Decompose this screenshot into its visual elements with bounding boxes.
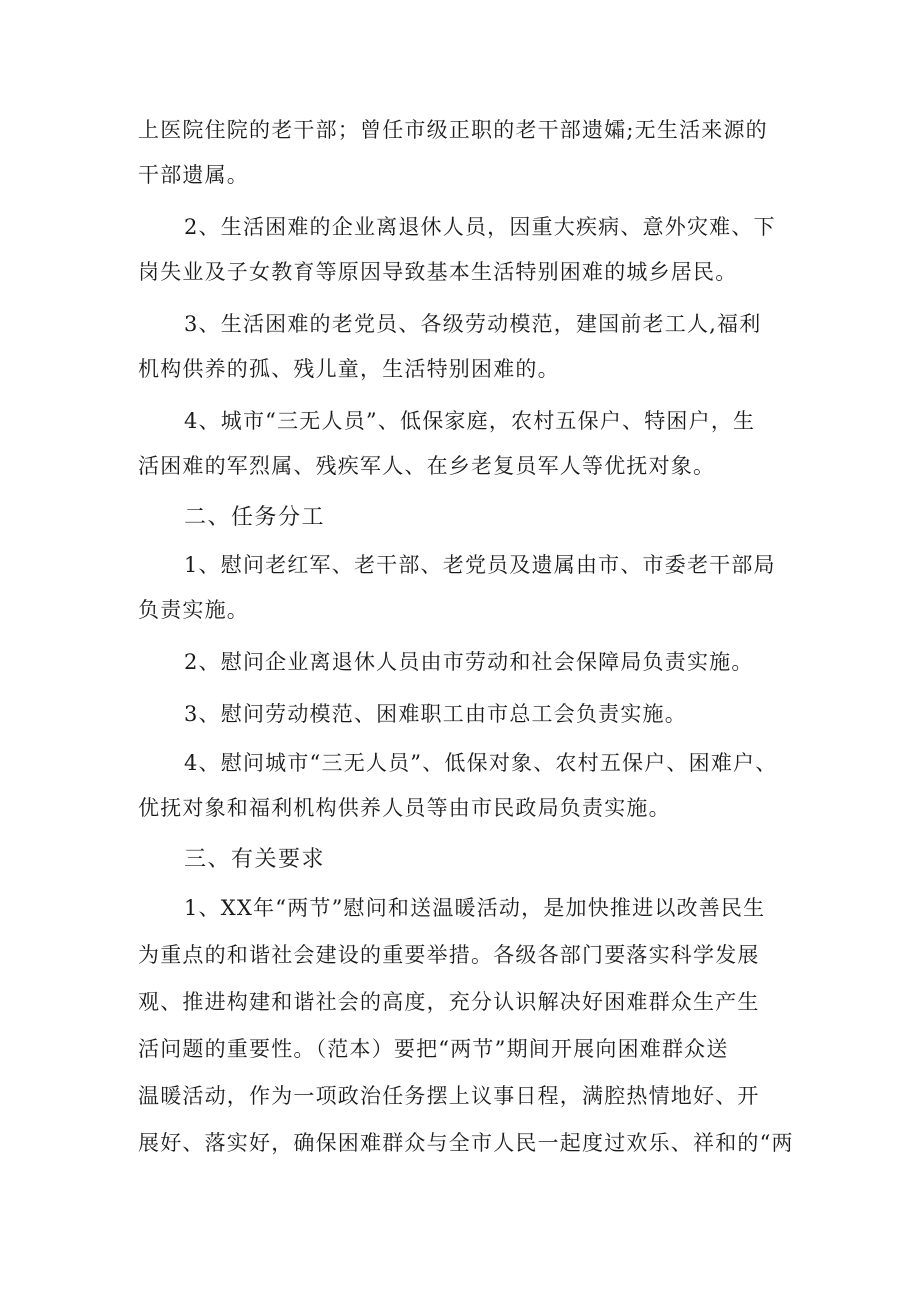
section-heading-requirements: 三、有关要求 [184, 847, 326, 872]
text-line-20: 活问题的重要性。（范本）要把“两节”期间开展向困难群众送 [138, 1037, 729, 1061]
text-line-22: 展好、落实好，确保困难群众与全市人民一起度过欢乐、祥和的“两 [138, 1131, 794, 1155]
text-line-1: 上医院住院的老干部；曾任市级正职的老干部遗孀;无生活来源的 [138, 118, 768, 142]
section-heading-task-division: 二、任务分工 [184, 505, 326, 530]
text-line-7: 4、城市“三无人员”、低保家庭，农村五保户、特困户，生 [184, 409, 756, 433]
text-line-21: 温暖活动，作为一项政治任务摆上议事日程，满腔热情地好、开 [138, 1084, 760, 1108]
text-line-3: 2、生活困难的企业离退休人员，因重大疾病、意外灾难、下 [184, 215, 776, 239]
text-line-19: 观、推进构建和谐社会的高度，充分认识解决好困难群众生产生 [138, 990, 760, 1014]
text-line-10: 1、慰问老红军、老干部、老党员及遗属由市、市委老干部局 [184, 553, 776, 577]
text-line-15: 优抚对象和福利机构供养人员等由市民政局负责实施。 [138, 796, 671, 820]
text-line-14: 4、慰问城市“三无人员”、低保对象、农村五保户、困难户、 [184, 751, 778, 775]
text-line-18: 为重点的和谐社会建设的重要举措。各级各部门要落实科学发展 [138, 943, 760, 967]
text-line-5: 3、生活困难的老党员、各级劳动模范，建国前老工人,福利 [184, 312, 762, 336]
text-line-8: 活困难的军烈属、残疾军人、在乡老复员军人等优抚对象。 [138, 454, 716, 478]
text-line-13: 3、慰问劳动模范、困难职工由市总工会负责实施。 [184, 702, 687, 726]
text-line-12: 2、慰问企业离退休人员由市劳动和社会保障局负责实施。 [184, 650, 754, 674]
text-line-4: 岗失业及子女教育等原因导致基本生活特别困难的城乡居民。 [138, 260, 738, 284]
text-line-2: 干部遗属。 [138, 163, 249, 187]
text-line-11: 负责实施。 [138, 598, 249, 622]
text-line-6: 机构供养的孤、残儿童，生活特别困难的。 [138, 357, 560, 381]
text-line-17: 1、XX年“两节”慰问和送温暖活动，是加快推进以改善民生 [184, 896, 766, 920]
